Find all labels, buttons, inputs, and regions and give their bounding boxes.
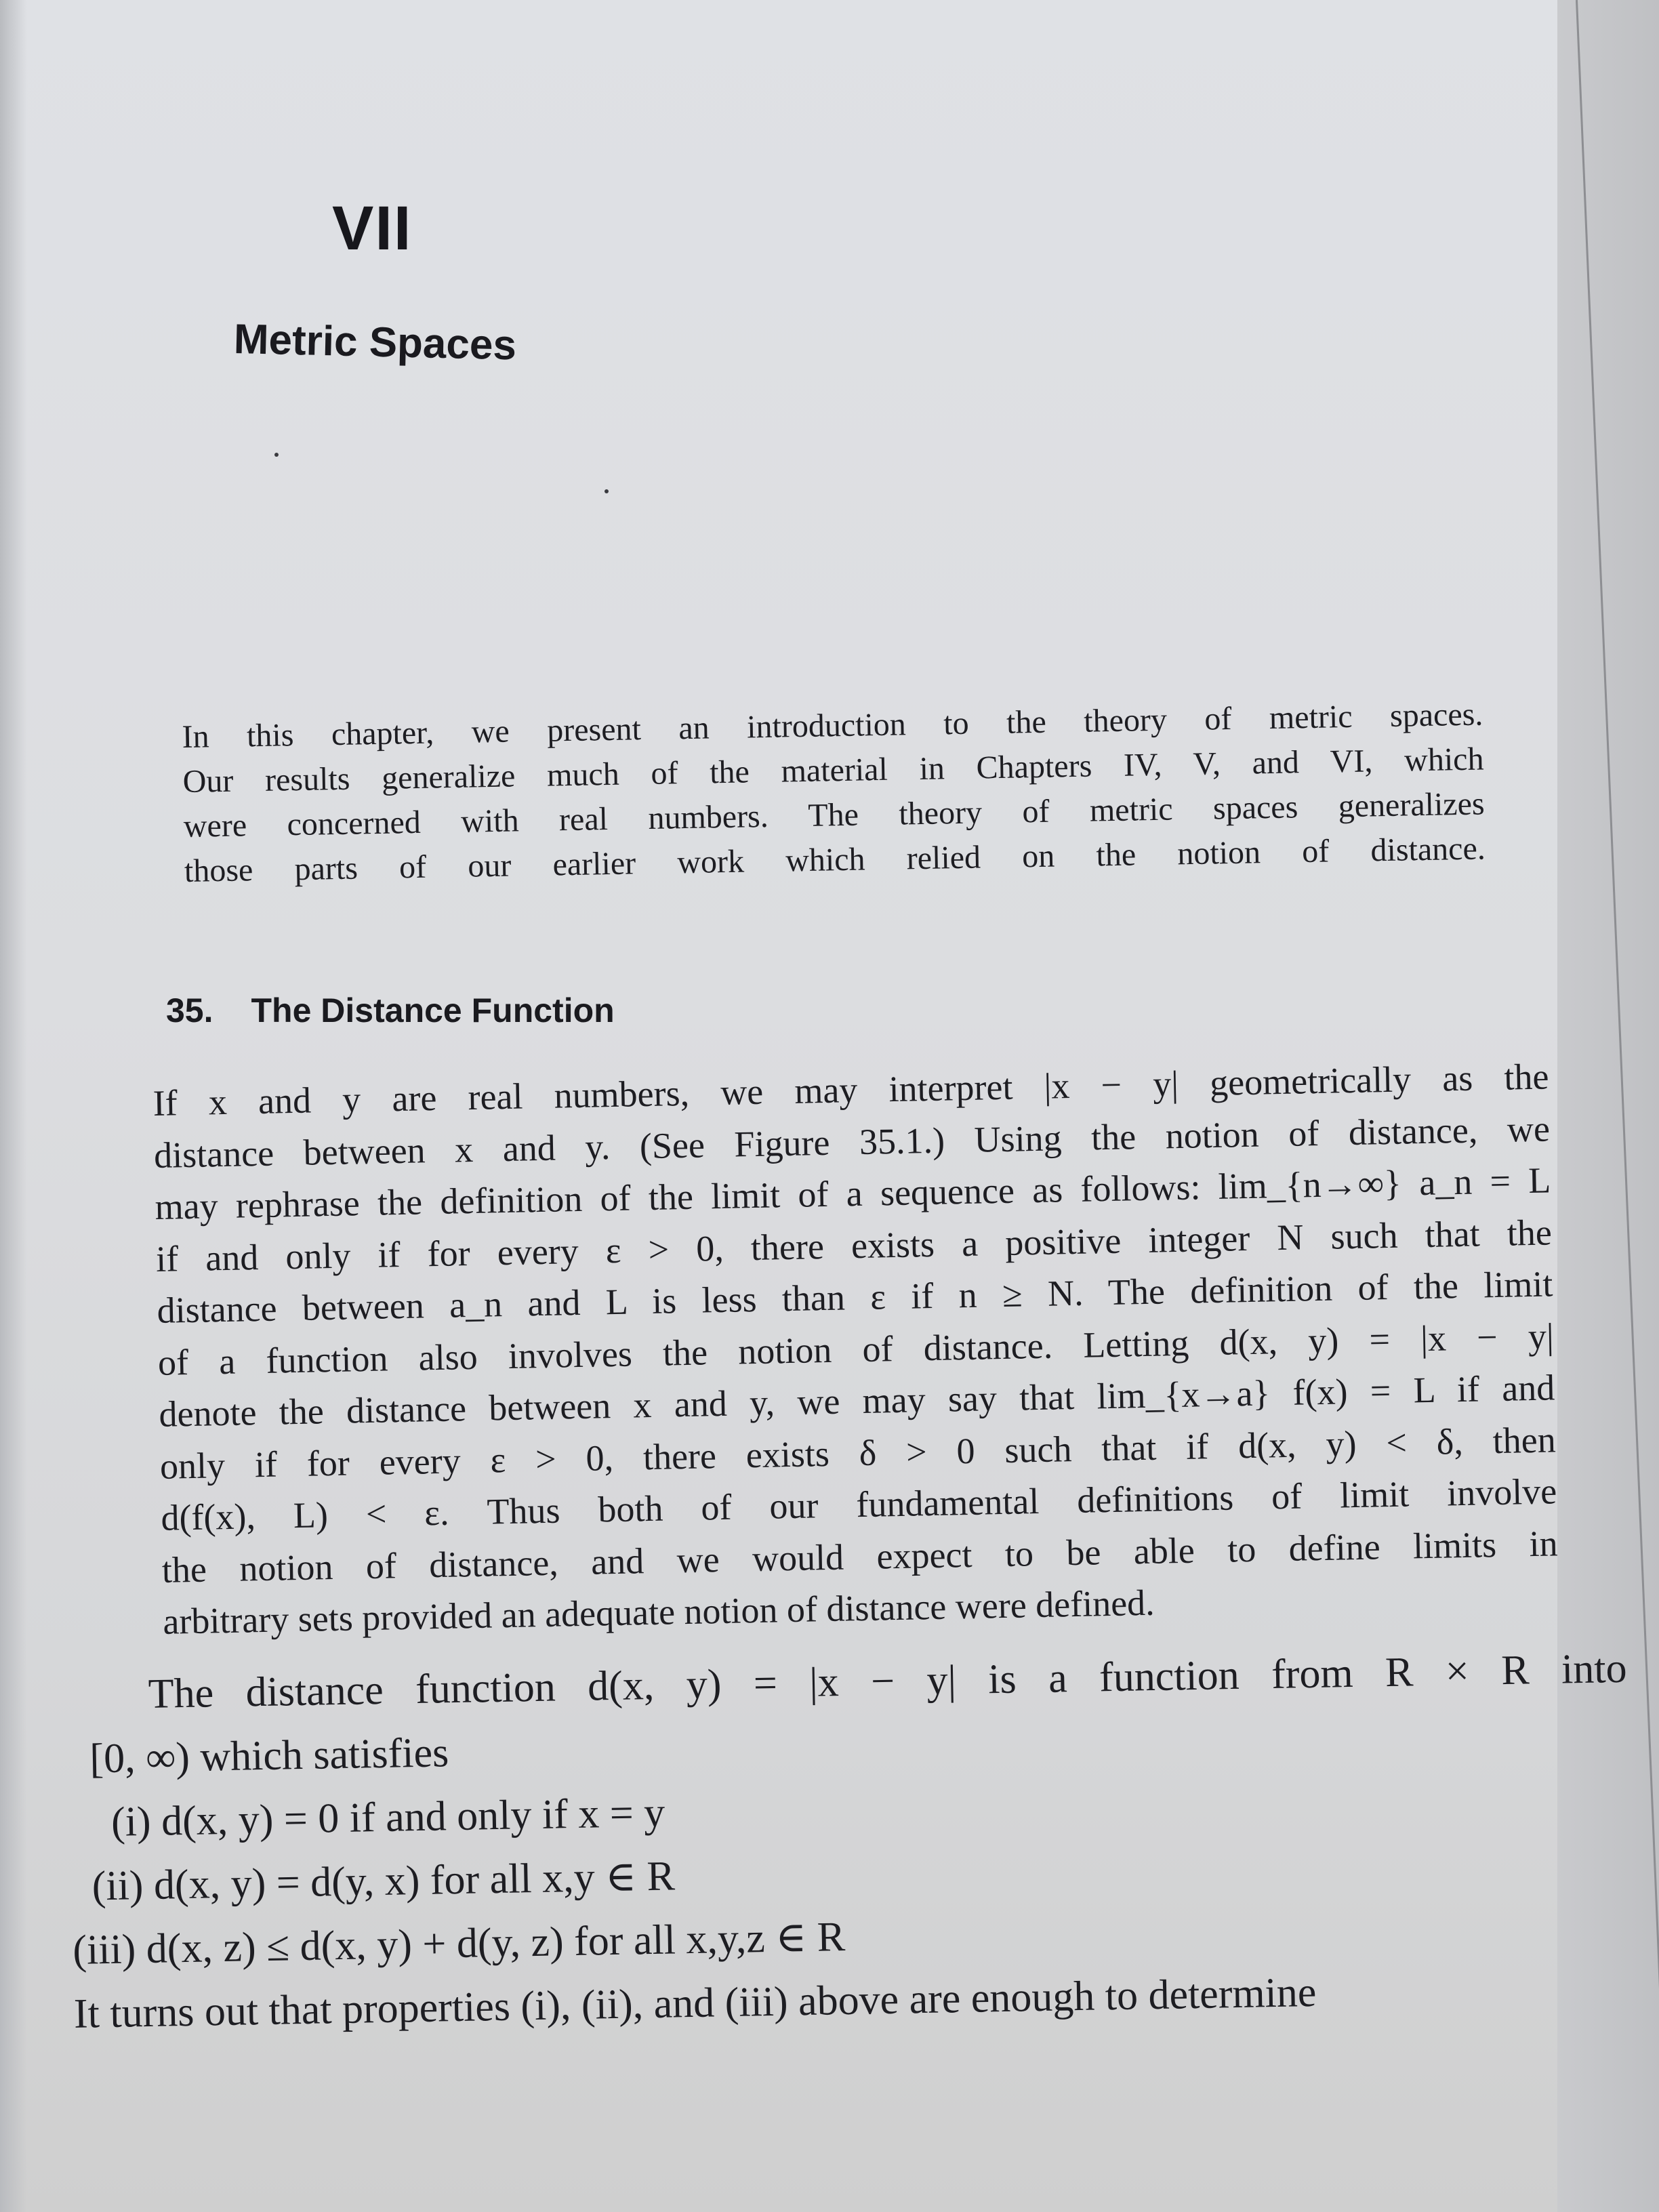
body-line: d(f(x), L) < ε. Thus both of our fundamental definitions of limit involve [160, 1471, 1557, 1538]
property-item: (ii) d(x, y) = d(y, x) for all x,y ∈ R [91, 1853, 676, 1910]
section-title: The Distance Function [251, 991, 615, 1029]
continuation-line: [0, ∞) which satisfies [89, 1729, 449, 1782]
body-paragraph [152, 1050, 1559, 1647]
body-line: distance between x and y. (See Figure 35.1.) Using the notion of distance, we [153, 1107, 1551, 1176]
body-line: may rephrase the definition of the limit of a sequence as follows: lim_{n→∞} a_n = L [155, 1160, 1551, 1227]
paper-speck [274, 453, 279, 457]
paper-speck [605, 489, 609, 493]
section-heading [166, 991, 615, 1030]
properties-block [68, 1637, 1633, 2046]
section-number: 35. [166, 991, 213, 1029]
body-line: only if for every ε > 0, there exists δ > 0 such that if d(x, y) < δ, then [159, 1418, 1557, 1487]
body-line: If x and y are real numbers, we may interpret |x − y| geometrically as the [152, 1056, 1549, 1124]
page-gutter-shadow [0, 0, 27, 2212]
intro-line: were concerned with real numbers. The theory of metric spaces generalizes [183, 785, 1486, 844]
body-line: of a function also involves the notion of distance. Letting d(x, y) = |x − y| [157, 1315, 1555, 1383]
intro-line: Our results generalize much of the material in Chapters IV, V, and VI, which [182, 741, 1484, 800]
chapter-number: VII [332, 194, 413, 263]
intro-line: In this chapter, we present an introduction to the theory of metric spaces. [182, 696, 1483, 755]
continuation-line: The distance function d(x, y) = |x − y| is a function from R × R into [148, 1645, 1628, 1717]
property-item: (i) d(x, y) = 0 if and only if x = y [110, 1789, 665, 1845]
closing-line: It turns out that properties (i), (ii), and (iii) above are enough to determine [73, 1969, 1317, 2037]
intro-line: those parts of our earlier work which relied on the notion of distance. [184, 830, 1486, 889]
body-line: arbitrary sets provided an adequate notion of distance were defined. [162, 1582, 1155, 1642]
body-line: if and only if for every ε > 0, there exists a positive integer N such that the [155, 1211, 1553, 1279]
property-item: (iii) d(x, z) ≤ d(x, y) + d(y, z) for all x,y,z ∈ R [72, 1914, 846, 1973]
chapter-title: Metric Spaces [233, 316, 517, 369]
body-line: denote the distance between x and y, we may say that lim_{x→a} f(x) = L if and [158, 1367, 1555, 1435]
body-line: the notion of distance, and we would expect to be able to define limits in [161, 1522, 1559, 1591]
body-line: distance between a_n and L is less than ε if n ≥ N. The definition of the limit [157, 1263, 1553, 1331]
intro-paragraph [182, 692, 1513, 894]
